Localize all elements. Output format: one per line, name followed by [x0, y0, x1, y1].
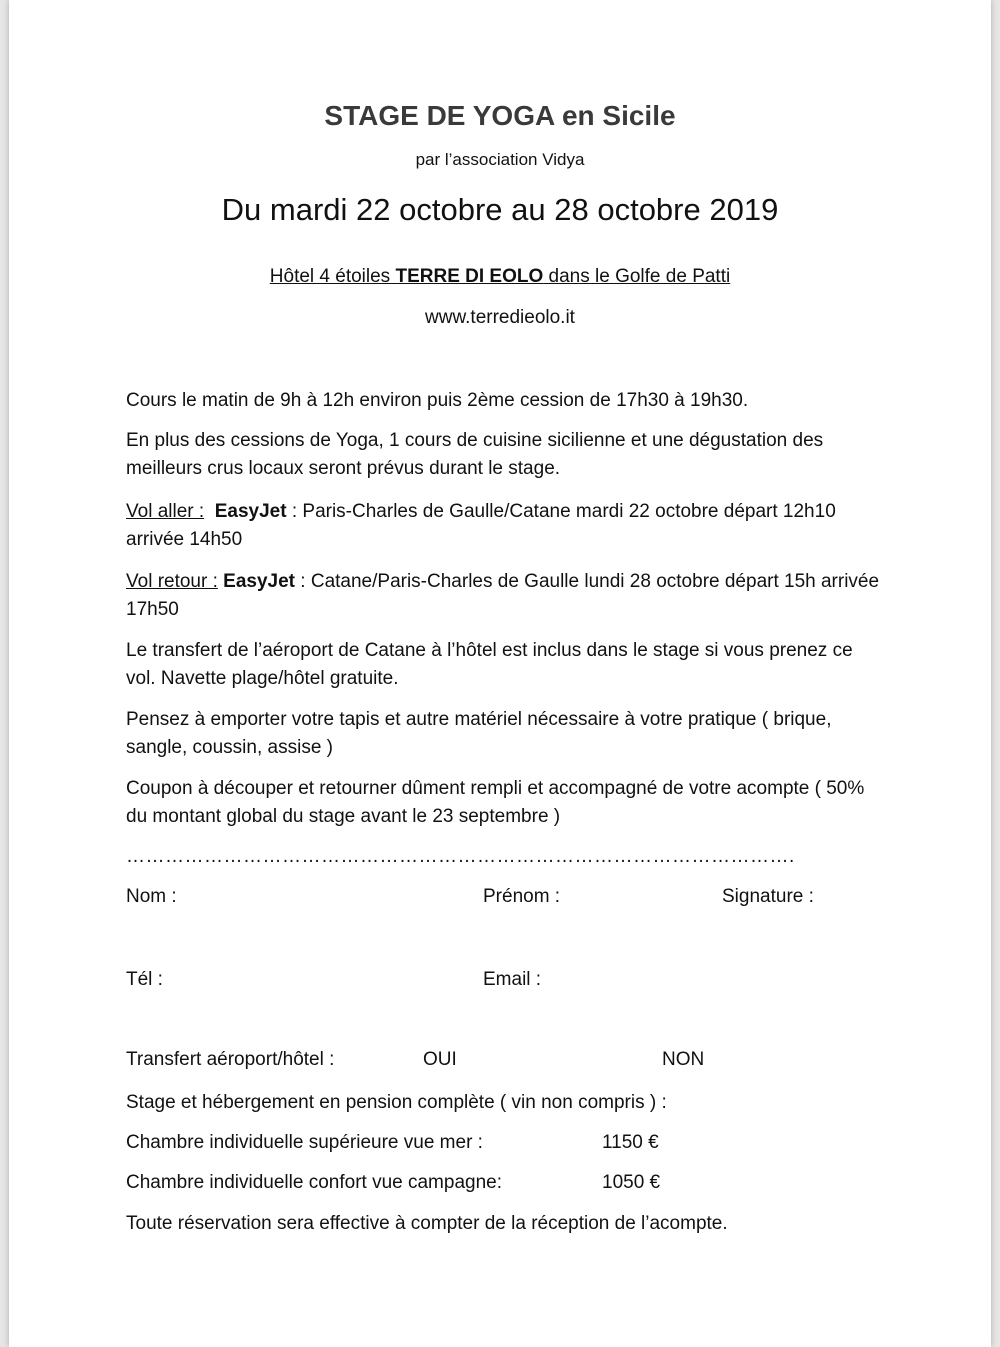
page-title — [9, 100, 991, 132]
paragraph-transfert: Le transfert de l’aéroport de Catane à l’hôtel est inclus dans le stage si vous prenez ce vol. Navette plage/hôtel gratuite. — [126, 640, 853, 689]
email-label: Email : — [483, 969, 542, 990]
vol-aller-text: : Paris-Charles de Gaulle/Catane mardi 22 octobre départ 12h10 arrivée 14h50 — [126, 501, 836, 550]
document-page — [9, 0, 991, 1347]
hotel-suffix: dans le Golfe de Patti — [543, 266, 731, 287]
oui-option: OUI — [423, 1049, 457, 1070]
vol-aller-company: EasyJet — [214, 501, 287, 522]
nom-label: Nom : — [126, 886, 177, 907]
cut-line: …………………………………………………………………………………………. — [126, 846, 795, 867]
vol-retour-label: Vol retour : — [126, 571, 218, 592]
title-bold: STAGE DE YOGA — [324, 100, 555, 131]
signature-label: Signature : — [722, 886, 814, 907]
transfert-label: Transfert aéroport/hôtel : — [126, 1049, 335, 1070]
prenom-label: Prénom : — [483, 886, 561, 907]
paragraph-coupon: Coupon à découper et retourner dûment rempli et accompagné de votre acompte ( 50% du montant global du stage avant le 23 septembre ) — [126, 778, 865, 827]
paragraph-schedule: Cours le matin de 9h à 12h environ puis 2ème cession de 17h30 à 19h30. — [126, 390, 749, 411]
hotel-line — [9, 266, 991, 288]
paragraph-vol-retour — [126, 568, 886, 624]
tel-label: Tél : — [126, 969, 163, 990]
subtitle: par l’association Vidya — [415, 150, 585, 169]
paragraph-materiel: Pensez à emporter votre tapis et autre matériel nécessaire à votre pratique ( brique, sangle, coussin, assise ) — [126, 709, 832, 758]
paragraph-vol-aller — [126, 498, 886, 554]
vol-retour-text: : Catane/Paris-Charles de Gaulle lundi 28 octobre départ 15h arrivée 17h50 — [126, 571, 880, 620]
room1-label: Chambre individuelle supérieure vue mer : — [126, 1132, 483, 1153]
hotel-prefix: Hôtel 4 étoiles — [269, 266, 396, 287]
room2-price: 1050 € — [602, 1172, 661, 1193]
vol-aller-label: Vol aller : — [126, 501, 205, 522]
hotel-name: TERRE DI EOLO — [395, 266, 544, 287]
stage-label: Stage et hébergement en pension complète ( vin non compris ) : — [126, 1092, 667, 1113]
paragraph-activities: En plus des cessions de Yoga, 1 cours de cuisine sicilienne et une dégustation des meilleurs crus locaux seront prévus durant le stage. — [126, 430, 824, 479]
non-option: NON — [662, 1049, 705, 1070]
room2-label: Chambre individuelle confort vue campagne: — [126, 1172, 502, 1193]
website-link[interactable]: www.terredieolo.it — [425, 307, 575, 328]
title-rest: en Sicile — [554, 100, 676, 131]
event-dates: Du mardi 22 octobre au 28 octobre 2019 — [221, 192, 779, 227]
room1-price: 1150 € — [602, 1132, 659, 1153]
reservation-note: Toute réservation sera effective à compter de la réception de l’acompte. — [126, 1213, 728, 1234]
vol-retour-company: EasyJet — [223, 571, 296, 592]
